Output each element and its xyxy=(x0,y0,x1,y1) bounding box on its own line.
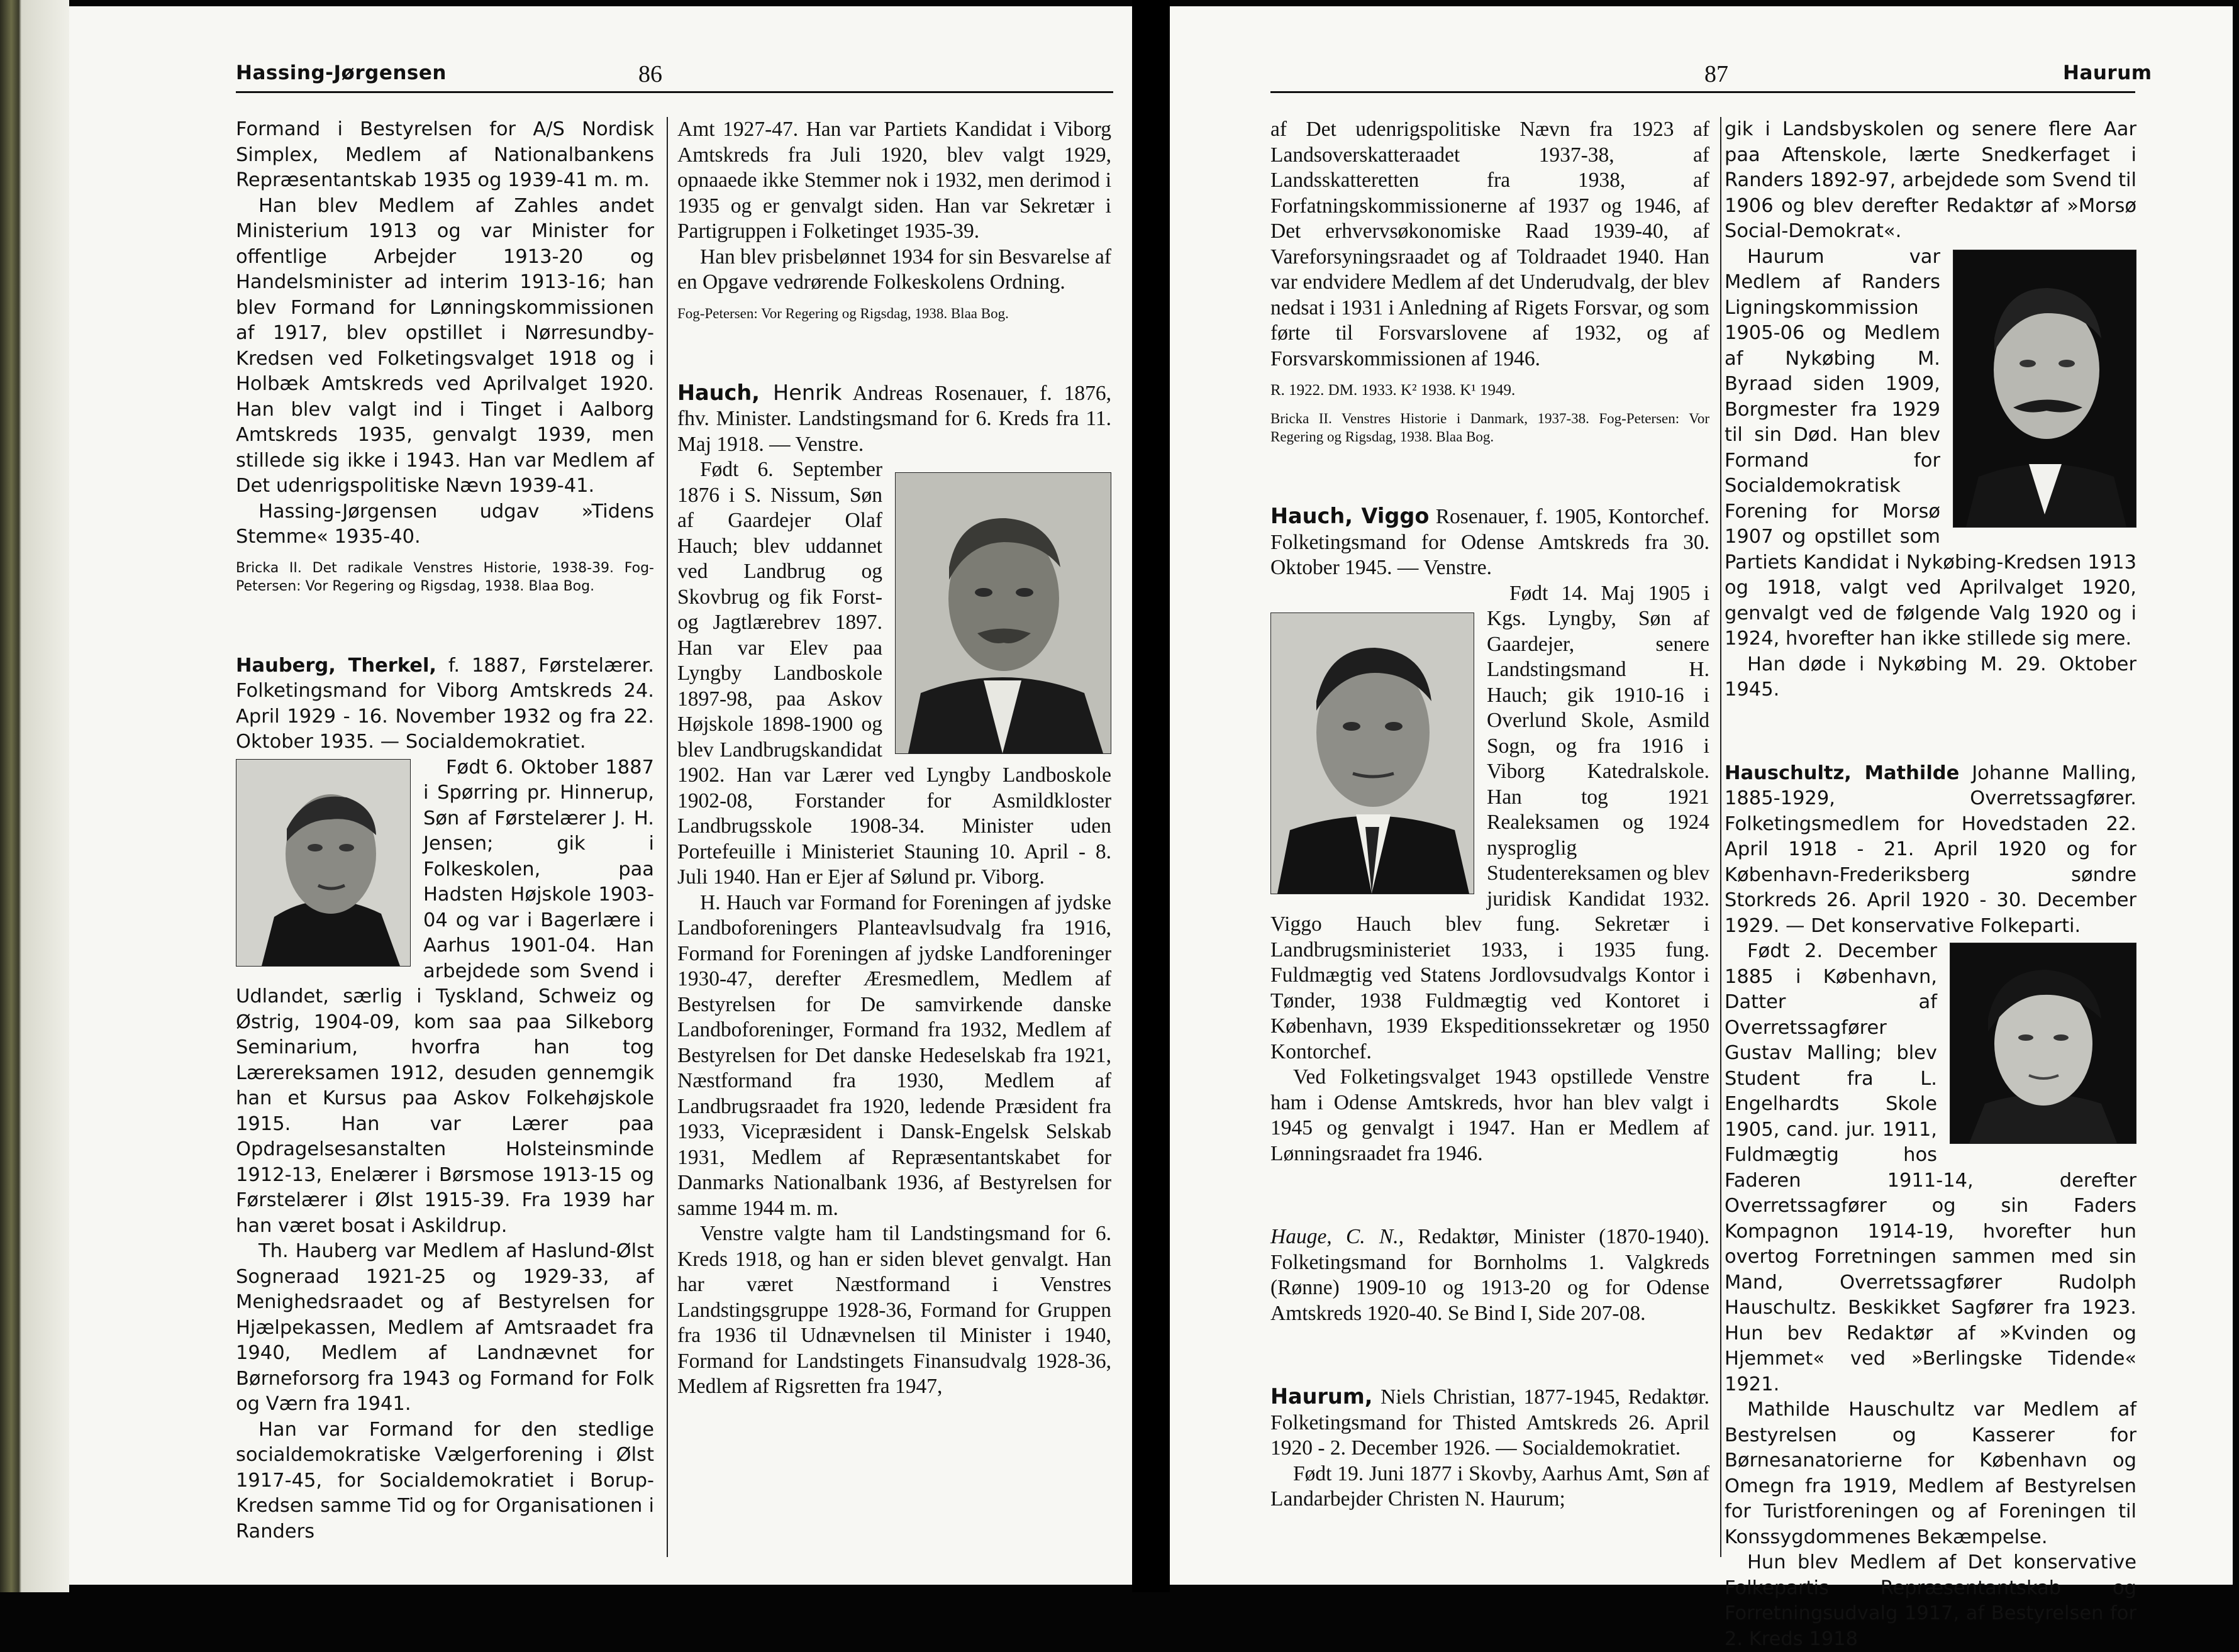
portrait-photo xyxy=(1270,613,1474,894)
sources: Bricka II. Det radikale Venstres Historie, 1938-39. Fog-Petersen: Vor Regering og Rigsdag, 1938. Blaa Bog. xyxy=(236,559,654,596)
entry-name: Hauch, xyxy=(677,380,760,405)
paragraph: Mathilde Hauschultz var Medlem af Bestyrelsen og Kasserer for Børnesanatorierne for København og Omegn fra 1919, Medlem af Bestyrelsen for Turistforeningen og af Foreningen til Konssygdommenes Bekæmpelse. xyxy=(1725,1397,2136,1550)
sources: Bricka II. Venstres Historie i Danmark, 1937-38. Fog-Petersen: Vor Regering og Rigsdag, 1938. Blaa Bog. xyxy=(1270,409,1709,446)
paragraph: Ved Folketingsvalget 1943 opstillede Venstre ham i Odense Amtskreds, hvor han blev valgt i 1945 og genvalgt i 1947. Han er Medlem af Lønningsraadet fra 1946. xyxy=(1270,1065,1709,1167)
entry-intro: Johanne Malling, 1885-1929, Overretssagfører. Folketingsmedlem for Hovedstaden 22. April 1918 - 21. April 1920 og for København-Frederiksberg søndre Storkreds 26. April 1920 - 30. December 1929. — Det konservative Folkeparti. xyxy=(1725,762,2136,937)
portrait-haurum xyxy=(1953,250,2136,527)
portrait-photo xyxy=(895,472,1111,754)
page-number: 86 xyxy=(638,60,662,88)
entry-hauschultz xyxy=(1725,761,2136,1652)
paragraph: Amt 1927-47. Han var Partiets Kandidat i Viborg Amtskreds fra Juli 1920, blev valgt 1929, opnaaede ikke Stemmer nok i 1932, men derimod i 1935 og er genvalgt siden. Han var Sekretær i Partigruppen i Folketinget 1935-39. xyxy=(677,117,1111,245)
entry-intro: Rosenauer, f. 1905, Kontorchef. Folketingsmand for Odense Amtskreds fra 30. Oktober 1945. — Venstre. xyxy=(1270,505,1709,579)
paragraph: Hun blev Medlem af Det konservative Folkepartis Repræsentantskab og Forretningsudvalg 1917, af Bestyrelsen for 2. Kreds 1918 xyxy=(1725,1550,2136,1652)
paragraph: Han var Formand for den stedlige socialdemokratiske Vælgerforening i Ølst 1917-45, for Socialdemokratiet i Borup-Kredsen samme Tid og for Organisationen i Randers xyxy=(236,1417,654,1545)
entry-hauberg xyxy=(236,653,654,1545)
entry-name: Hauge, C. N., xyxy=(1270,1225,1404,1248)
book-gutter xyxy=(1132,0,1170,1592)
column-divider xyxy=(667,117,668,1557)
entry-firstname: Henrik xyxy=(760,380,842,405)
entry-intro: Niels Christian, 1877-1945, Redaktør. Folketingsmand for Thisted Amtskreds 26. April 1920 - 2. December 1926. — Socialdemokratiet. xyxy=(1270,1385,1709,1460)
orders: R. 1922. DM. 1933. K² 1938. K¹ 1949. xyxy=(1270,380,1709,401)
left-column-1 xyxy=(236,117,654,1544)
entry-name: Haurum, xyxy=(1270,1384,1373,1409)
entry-text: Redaktør, Minister (1870-1940). Folketingsmand for Bornholms 1. Valgkreds (Rønne) 1909-10 og 1913-20 og for Odense Amtskreds 1920-40. Se Bind I, Side 207-08. xyxy=(1270,1225,1709,1325)
paragraph: Født 6. Oktober 1887 i Spørring pr. Hinnerup, Søn af Førstelærer J. H. Jensen; gik i Folkeskolen, paa Hadsten Højskole 1903-04 og var i Bagerlære i Aarhus 1901-04. Han arbejdede som Svend i Udlandet, særlig i Tyskland, Schweiz og Østrig, 1904-09, kom saa paa Silkeborg Seminarium, hvorfra han tog Lærereksamen 1912, desuden gennemgik han et Kursus paa Askov Folkehøjskole 1915. Han var Lærer paa Opdragelsesanstalten Holsteinsminde 1912-13, Enelærer i Børsmose 1913-15 og Førstelærer i Ølst 1915-39. Fra 1939 har han været bosat i Askildrup. xyxy=(236,755,654,1239)
left-column-2 xyxy=(677,117,1111,1400)
portrait-hauch-viggo xyxy=(1271,613,1474,894)
header-rule xyxy=(236,91,1113,93)
portrait-hauberg xyxy=(236,760,410,966)
paragraph: Født 6. September 1876 i S. Nissum, Søn af Gaardejer Olaf Hauch; blev uddannet ved Landbrug og Skovbrug og fik Forst- og Jagtlærebrev 1897. Han var Elev paa Lyngby Landboskole 1897-98, paa Askov Højskole 1898-1900 og blev Landbrugskandidat 1902. Han var Lærer ved Lyngby Landboskole 1902-08, Forstander for Asmildkloster Landbrugsskole 1908-34. Minister uden Portefeuille i Ministeriet Stauning 10. April - 8. Juli 1940. Han er Ejer af Sølund pr. Viborg. xyxy=(677,457,1111,890)
portrait-photo xyxy=(1953,250,2136,528)
paragraph: af Det udenrigspolitiske Nævn fra 1923 af Landsoverskatteraadet 1937-38, af Landsskatteretten fra 1938, af Forfatningskommissionerne af 1937 og 1946, af Det erhvervsøkonomiske Raad 1939-40, af Vareforsyningsraadet og af Toldraadet 1940. Han var endvidere Medlem af det Underudvalg, der blev nedsat i 1931 i Anledning af Rigets Forsvar, og som førte til Forsvarslovene af 1932, og af Forsvarskommissionen af 1946. xyxy=(1270,117,1709,372)
right-page xyxy=(1170,6,2233,1585)
paragraph: Født 2. December 1885 i København, Datter af Overretssagfører Gustav Malling; blev Student fra L. Engelhardts Skole 1905, cand. jur. 1911, Fuldmægtig hos Faderen 1911-14, derefter Overretssagfører og sin Faders Kompagnon 1914-19, hvorefter hun overtog Forretningen sammen med sin Mand, Overretssagfører Rudolph Hauschultz. Beskikket Sagfører fra 1923. Hun bev Redaktør af »Kvinden og Hjemmet« ved »Berlingske Tidende« 1921. xyxy=(1725,939,2136,1397)
entry-intro: f. 1887, Førstelærer. Folketingsmand for Viborg Amtskreds 24. April 1929 - 16. November 1932 og fra 22. Oktober 1935. — Socialdemokratiet. xyxy=(236,655,654,753)
paragraph: H. Hauch var Formand for Foreningen af jydske Landboforeningers Planteavlsudvalg fra 1916, Formand for Foreningen af jydske Landforeninger 1930-47, derefter Æresmedlem, Medlem af Bestyrelsen for De samvirkende danske Landboforeninger, Formand fra 1932, Medlem af Bestyrelsen for Det danske Hedeselskab fra 1921, Næstformand fra 1930, Medlem af Landbrugsraadet fra 1920, ledende Præsident fra 1933, Vicepræsident i Dansk-Engelsk Selskab 1931, Medlem af Repræsentantskabet for Danmarks Nationalbank 1936, af Bestyrelsen for samme 1944 m. m. xyxy=(677,890,1111,1222)
running-head: Hassing-Jørgensen xyxy=(236,62,447,84)
paragraph: gik i Landsbyskolen og senere flere Aar paa Aftenskole, lærte Snedkerfaget i Randers 1892-97, arbejdede som Svend til 1906 og blev derefter Redaktør af »Morsø Social-Demokrat«. xyxy=(1725,117,2136,245)
entry-name: Hauberg, Therkel, xyxy=(236,655,436,677)
entry-hauge xyxy=(1270,1224,1709,1326)
portrait-hauschultz xyxy=(1950,943,2136,1143)
entry-haurum xyxy=(1270,1384,1709,1512)
sources: Fog-Petersen: Vor Regering og Rigsdag, 1938. Blaa Bog. xyxy=(677,304,1111,323)
right-column-2 xyxy=(1725,117,2136,1652)
page-number: 87 xyxy=(1704,60,1728,88)
portrait-photo xyxy=(236,759,411,967)
header-rule xyxy=(1270,91,2135,93)
entry-intro: Andreas Rosenauer, f. 1876, fhv. Minister. Landstingsmand for 6. Kreds fra 11. Maj 1918. — Venstre. xyxy=(677,382,1111,456)
book-spine-edge xyxy=(0,0,69,1592)
paragraph: Født 19. Juni 1877 i Skovby, Aarhus Amt, Søn af Landarbejder Christen N. Haurum; xyxy=(1270,1461,1709,1512)
paragraph: Venstre valgte ham til Landstingsmand for 6. Kreds 1918, og han er siden blevet genvalgt. Han har været Næstformand i Venstres Landstingsgruppe 1928-36, Formand for Gruppen fra 1936 til Udnævnelsen til Minister i 1940, Formand for Landstingets Finansudvalg 1928-36, Medlem af Rigsretten fra 1947, xyxy=(677,1221,1111,1400)
column-divider xyxy=(1720,117,1721,1557)
entry-hauch-viggo xyxy=(1270,504,1709,1167)
running-head: Haurum xyxy=(2063,62,2152,84)
paragraph: Hassing-Jørgensen udgav »Tidens Stemme« 1935-40. xyxy=(236,499,654,550)
paragraph: Han blev Medlem af Zahles andet Ministerium 1913 og var Minister for offentlige Arbejder 1913-20 og Handelsminister ad interim 1913-16; han blev Formand for Lønningskommissionen af 1917, blev opstillet i Nørresundby-Kredsen ved Folketingsvalget 1918 og i Holbæk Amtskreds ved Aprilvalget 1920. Han blev valgt ind i Tinget i Aalborg Amtskreds 1935, genvalgt 1939, men stillede sig ikke i 1943. Han var Medlem af Det udenrigspolitiske Nævn 1939-41. xyxy=(236,194,654,499)
entry-hauch-henrik xyxy=(677,380,1111,1400)
paragraph: Han døde i Nykøbing M. 29. Oktober 1945. xyxy=(1725,652,2136,703)
paragraph: Th. Hauberg var Medlem af Haslund-Ølst Sogneraad 1921-25 og 1929-33, af Menighedsraadet og af Bestyrelsen for Hjælpekassen, Medlem af Amtsraadet fra 1940, Medlem af Landnævnet for Børneforsorg fra 1943 og Formand for Folk og Værn fra 1941. xyxy=(236,1239,654,1417)
left-page xyxy=(69,6,1132,1585)
portrait-photo xyxy=(1950,943,2136,1144)
entry-name: Hauschultz, Mathilde xyxy=(1725,762,1959,784)
paragraph: Formand i Bestyrelsen for A/S Nordisk Simplex, Medlem af Nationalbankens Repræsentantskab 1935 og 1939-41 m. m. xyxy=(236,117,654,194)
paragraph: Haurum var Medlem af Randers Ligningskommission 1905-06 og Medlem af Nykøbing M. Byraad siden 1909, Borgmester fra 1929 til sin Død. Han blev Formand for Socialdemokratisk Forening for Morsø 1907 og opstillet som Partiets Kandidat i Nykøbing-Kredsen 1913 og 1918, valgt ved Aprilvalget 1920, genvalgt ved de følgende Valg 1920 og i 1924, hvorefter han ikke stillede sig mere. xyxy=(1725,245,2136,652)
right-column-1 xyxy=(1270,117,1709,1512)
paragraph: Født 14. Maj 1905 i Kgs. Lyngby, Søn af Gaardejer, senere Landstingsmand H. Hauch; gik 1910-16 i Overlund Skole, Asmild Sogn, og fra 1916 i Viborg Katedralskole. Han tog 1921 Realeksamen og 1924 nysproglig Studentereksamen og blev juridisk Kandidat 1932. Viggo Hauch blev fung. Sekretær i Landbrugsministeriet 1933, i 1935 fung. Fuldmægtig ved Statens Jordlovsudvalgs Kontor i Tønder, 1938 Fuldmægtig ved Kontoret i København, 1939 Ekspeditionssekretær og 1950 Kontorchef. xyxy=(1270,581,1709,1065)
paragraph: Han blev prisbelønnet 1934 for sin Besvarelse af en Opgave vedrørende Folkeskolens Ordning. xyxy=(677,245,1111,296)
portrait-hauch-henrik xyxy=(896,473,1111,753)
entry-name: Hauch, Viggo xyxy=(1270,504,1429,528)
